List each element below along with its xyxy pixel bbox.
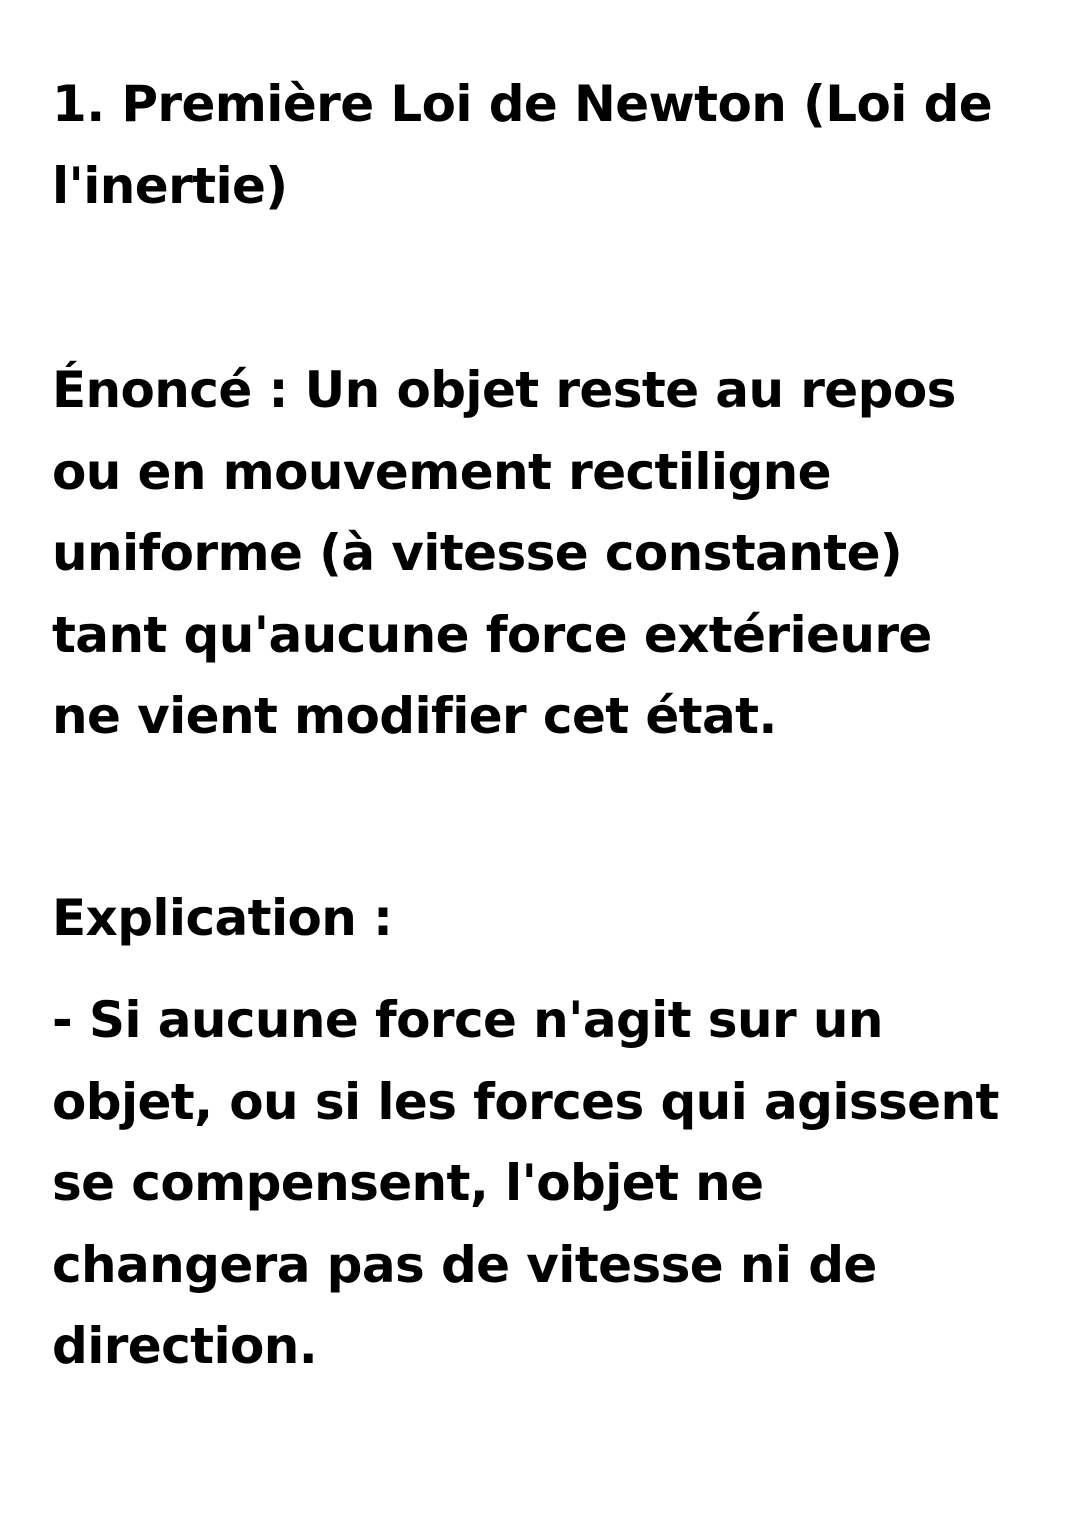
explanation-line: direction. <box>52 1317 318 1375</box>
section-title <box>52 64 1052 227</box>
title-line: 1. Première Loi de Newton (Loi de <box>52 75 993 133</box>
title-line: l'inertie) <box>52 156 288 215</box>
explanation-line: objet, ou si les forces qui agissent <box>52 1072 999 1131</box>
statement-line: tant qu'aucune force extérieure <box>52 605 932 664</box>
statement-paragraph <box>52 350 1052 758</box>
explanation-line: changera pas de vitesse ni de <box>52 1235 877 1294</box>
statement-line: uniforme (à vitesse constante) <box>52 524 903 582</box>
explanation-heading-text: Explication : <box>52 889 393 947</box>
statement-line: ne vient modifier cet état. <box>52 687 777 745</box>
explanation-line: - Si aucune force n'agit sur un <box>52 991 883 1049</box>
statement-line: ou en mouvement rectiligne <box>52 442 831 501</box>
statement-line: Énoncé : Un objet reste au repos <box>52 361 956 419</box>
explanation-line: se compensent, l'objet ne <box>52 1154 764 1212</box>
explanation-heading <box>52 878 1052 960</box>
explanation-paragraph <box>52 980 1052 1388</box>
